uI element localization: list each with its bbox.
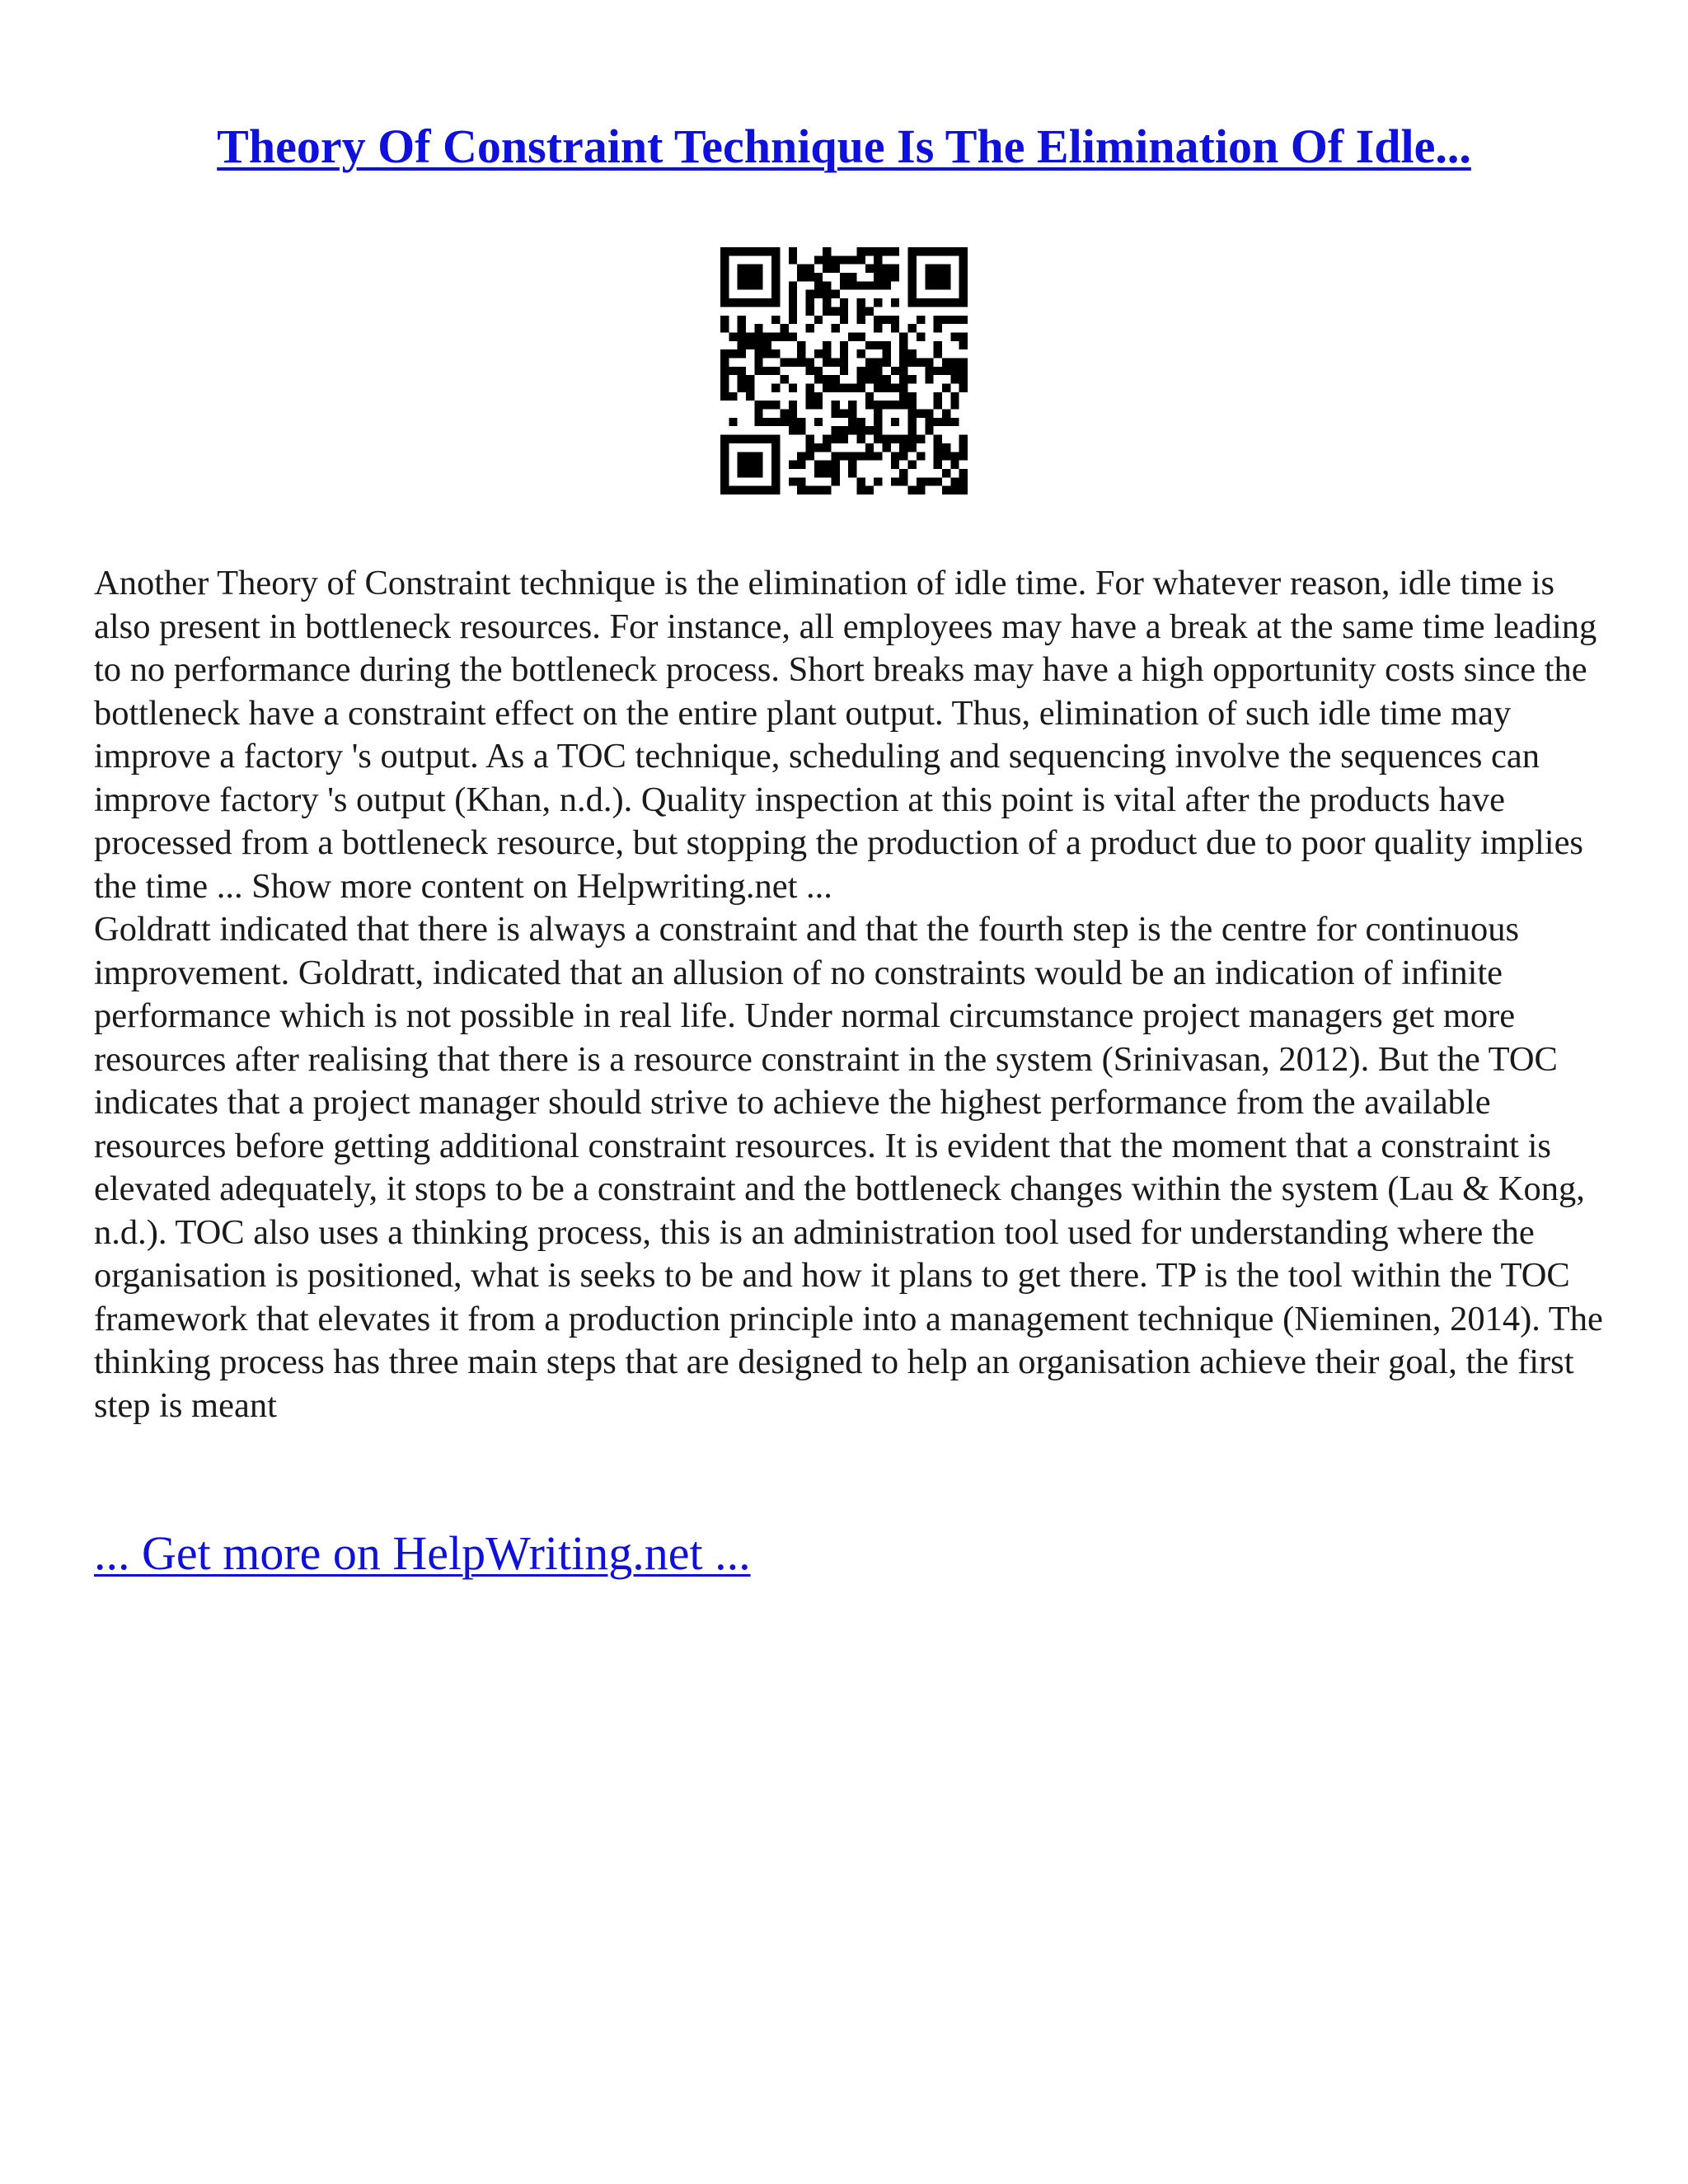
qr-code-icon — [720, 247, 968, 494]
paragraph: Goldratt indicated that there is always a constraint and that the fourth step is the centre for continuous improvement. Goldratt, indicated that an allusion of no constraints would be an indication of infinite performance which is not possible in real life. Under normal circumstance project managers get more resources after realising that there is a resource constraint in the system (Srinivasan, 2012). But the TOC indicates that a project manager should strive to achieve the highest performance from the available resources before getting additional constraint resources. It is evident that the moment that a constraint is elevated adequately, it stops to be a constraint and the bottleneck changes within the system (Lau & Kong, n.d.). TOC also uses a thinking process, this is an administration tool used for understanding where the organisation is positioned, what is seeks to be and how it plans to get there. TP is the tool within the TOC framework that elevates it from a production principle into a management technique (Nieminen, 2014). The thinking process has three main steps that are designed to help an organisation achieve their goal, the first step is meant — [94, 910, 1603, 1425]
article-body — [94, 562, 1611, 1427]
paragraph: Another Theory of Constraint technique is the elimination of idle time. For whatever reason, idle time is also present in bottleneck resources. For instance, all employees may have a break at the same time leading to no performance during the bottleneck process. Short breaks may have a high opportunity costs since the bottleneck have a constraint effect on the entire plant output. Thus, elimination of such idle time may improve a factory 's output. As a TOC technique, scheduling and sequencing involve the sequences can improve factory 's output (Khan, n.d.). Quality inspection at this point is vital after the products have processed from a bottleneck resource, but stopping the production of a product due to poor quality implies the time ... Show more content on Helpwriting.net ... — [94, 564, 1597, 906]
get-more-link-container — [94, 1525, 751, 1582]
page-title — [0, 114, 1688, 180]
get-more-link[interactable]: ... Get more on HelpWriting.net ... — [94, 1526, 751, 1580]
title-link[interactable]: Theory Of Constraint Technique Is The Elimination Of Idle... — [217, 120, 1471, 173]
